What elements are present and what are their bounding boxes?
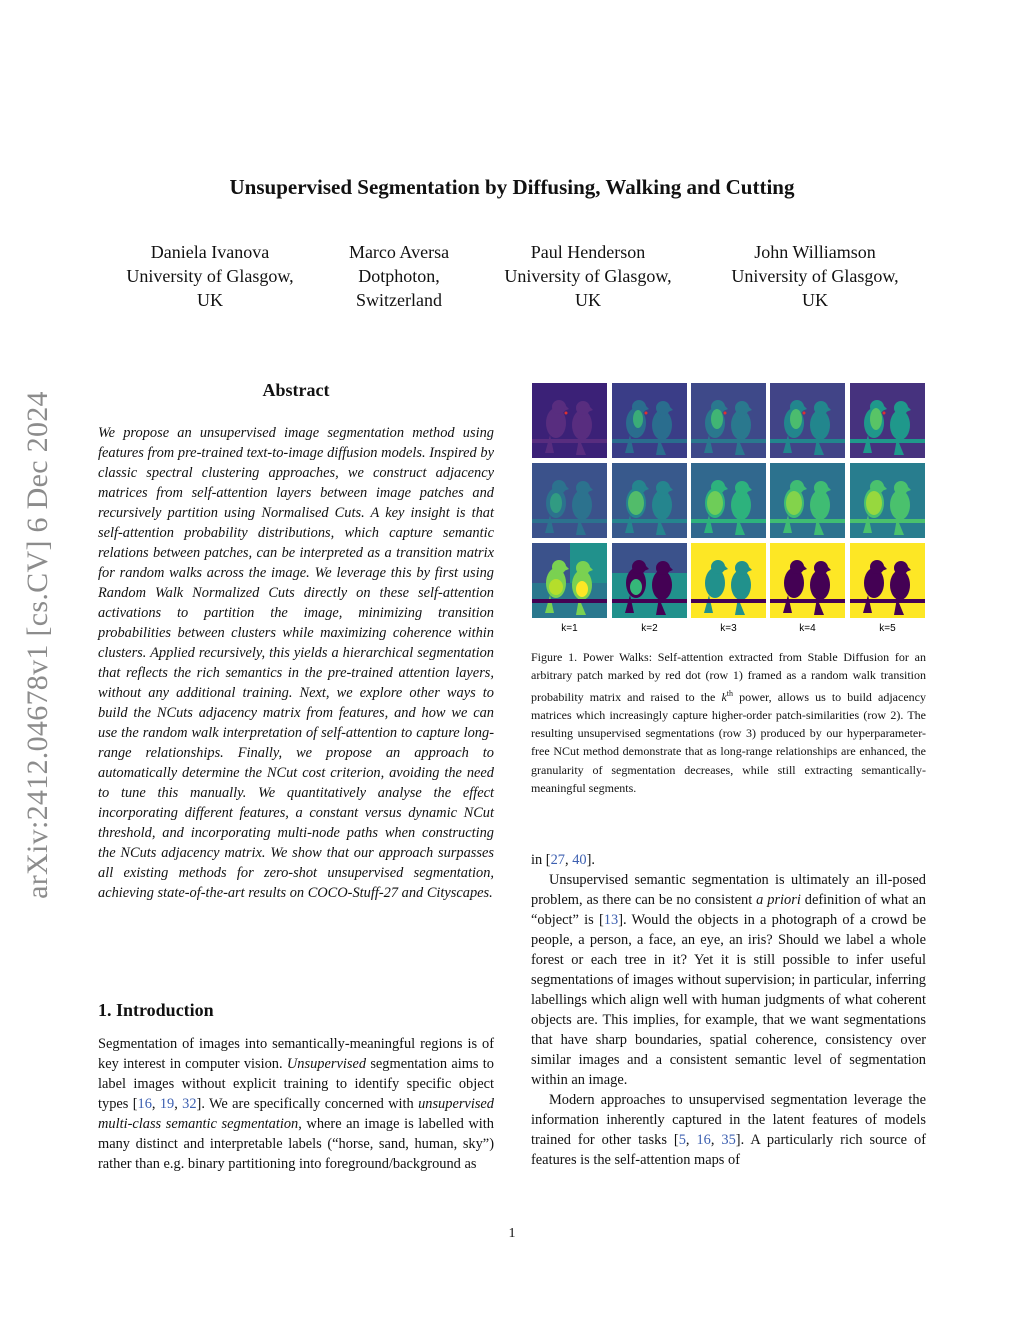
text-run: Segmentation of images into semantically-meaningful regions is of key interest in computer vision.	[98, 1036, 494, 1072]
adjacency-map-row2-k4	[770, 463, 845, 538]
text-run: , where an image is labelled with many distinct and interpretable labels (“horse, sand, human, sky”) rather than e.g. binary partitioning into foreground/background as	[98, 1116, 494, 1172]
citation-link[interactable]: 27	[550, 852, 565, 868]
math-k: k	[721, 689, 727, 704]
author-name: John Williamson	[754, 242, 876, 262]
emphasis-text: unsupervised multi-class semantic segmentation	[98, 1096, 494, 1132]
attention-map-row1-k3	[691, 383, 766, 458]
author-country: UK	[197, 290, 223, 310]
text-run: ]. We are specifically concerned with	[196, 1096, 419, 1112]
segmentation-row3-k1	[532, 543, 607, 618]
k-label: k=3	[720, 623, 737, 634]
author-country: UK	[575, 290, 601, 310]
citation-link[interactable]: 5	[678, 1132, 686, 1148]
author-block	[488, 240, 688, 312]
k-label: k=2	[641, 623, 658, 634]
text-run: Modern approaches to unsupervised segmentation leverage the information inherently captured in the latent features of models trained for other tasks [	[531, 1092, 926, 1148]
introduction-text: Segmentation of images into semantically-meaningful regions is of key interest in computer vision. Unsupervised segmentation aims to label images without explicit training to identify specific object types [16, 19, 32]. We are specifically concerned with unsupervised multi-class semantic segmentation, where an image is labelled with many distinct and interpretable labels (“horse, sand, human, sky”) rather than e.g. binary partitioning into foreground/background as	[98, 1036, 494, 1172]
attention-map-row1-k5	[850, 383, 925, 458]
section-heading-introduction: 1. Introduction	[98, 1000, 214, 1020]
abstract-heading: Abstract	[262, 380, 330, 400]
citation-link[interactable]: 19	[159, 1096, 175, 1112]
abstract-text: We propose an unsupervised image segmentation method using features from pre-trained text-to-image diffusion models. Inspired by classic spectral clustering approaches, we construct adjacency matrices from self-attention layers between image patches and recursively partition using Normalised Cuts. A key insight is that self-attention probability distributions, which capture semantic relations between patches, can be interpreted as a transition matrix for random walks across the image. We leverage this by first using Random Walk Normalized Cuts directly on these self-attention activations to partition the image, minimizing transition probabilities between clusters while maximizing coherence within clusters. Applied recursively, this yields a hierarchical segmentation that reflects the rich semantics in the pre-trained attention layers, without any additional training. Next, we explore other ways to build the NCuts adjacency matrix from features, and how we can use the random walk interpretation of self-attention to capture long-range relationships. Finally, we propose an approach to automatically determine the NCut cost criterion, avoiding the need to tune this manually. We quantitatively analyse the effect incorporating different features, a constant versus dynamic NCut threshold, and incorporating multi-node paths when constructing the NCuts adjacency matrix. We show that our approach surpasses all existing methods for zero-shot unsupervised segmentation, achieving state-of-the-art results on COCO-Stuff-27 and Cityscapes.	[98, 425, 494, 901]
citation-link[interactable]: 40	[572, 852, 587, 868]
figure-caption	[531, 648, 926, 797]
adjacency-map-row2-k3	[691, 463, 766, 538]
text-run: power, allows us to build adjacency matrices which increasingly capture higher-order patch-similarities (row 2). The resulting unsupervised segmentations (row 3) produced by our hyperparameter-free NCut method demonstrate that as long-range relationships are enhanced, the granularity of segmentation decreases, while still extracting semantically-meaningful segments.	[531, 689, 926, 796]
attention-map-row1-k1	[532, 383, 607, 458]
attention-map-row1-k4	[770, 383, 845, 458]
author-name: Daniela Ivanova	[150, 242, 270, 262]
author-name: Paul Henderson	[530, 242, 646, 262]
text-run: segmentation aims to label images without explicit training to identify specific object types [	[98, 1056, 494, 1112]
author-affiliation: University of Glasgow,	[504, 266, 672, 286]
figure-power-walks	[532, 383, 926, 628]
arxiv-identifier-stamp	[18, 355, 58, 935]
segmentation-row3-k3	[691, 543, 766, 618]
text-run: ]. Would the objects in a photograph of a crowd be people, a person, a face, an eye, an iris? Should we label a whole forest or each tree in it? Yet it is still possible to infer useful segmentations of images without supervision; in particular, inferring labellings which align well with human judgments of what coherent objects are. This implies, for example, that we want segmentations that have sharp boundaries, spatial coherence, consistency over similar images and a consistent semantic level of segmentation within an image.	[531, 912, 926, 1088]
page-number: 1	[508, 1226, 516, 1241]
citation-link[interactable]: 13	[603, 912, 619, 928]
emphasis-text: a priori	[756, 892, 801, 908]
text-run: ].	[586, 852, 595, 868]
segmentation-row3-k4	[770, 543, 845, 618]
superscript: th	[726, 688, 734, 698]
adjacency-map-row2-k5	[850, 463, 925, 538]
k-label: k=5	[879, 623, 896, 634]
text-run: Unsupervised semantic segmentation is ultimately an ill-posed problem, as there can be no consistent	[531, 872, 926, 908]
author-block	[319, 240, 479, 312]
right-column-text: in [27, 40]. Unsupervised semantic segmentation is ultimately an ill-posed problem, as there can be no consistent a priori definition of what an “object” is [13]. Would the objects in a photograph of a crowd be people, a person, a face, an eye, an iris? Should we label a whole forest or each tree in it? Yet it is still possible to infer useful segmentations of images without supervision; in particular, inferring labellings which align well with human judgments of what coherent objects are. This implies, for example, that we want segmentations that have sharp boundaries, spatial coherence, consistency over similar images and a consistent semantic level of segmentation within an image. Modern approaches to unsupervised segmentation leverage the information inherently captured in the latent features of models trained for other tasks [5, 16, 35]. A particularly rich source of features is the self-attention maps of	[531, 852, 926, 1168]
author-block	[110, 240, 310, 312]
author-affiliation: University of Glasgow,	[731, 266, 899, 286]
text-run: Figure 1. Power Walks: Self-attention extracted from Stable Diffusion for an arbitrary patch marked by red dot (row 1) framed as a random walk transition probability matrix and raised to the	[531, 650, 926, 704]
citation-link[interactable]: 32	[182, 1096, 197, 1112]
citation-link[interactable]: 35	[721, 1132, 736, 1148]
author-block	[715, 240, 915, 312]
author-affiliation: University of Glasgow,	[126, 266, 294, 286]
author-name: Marco Aversa	[348, 242, 450, 262]
citation-link[interactable]: 16	[137, 1096, 152, 1112]
k-label: k=1	[561, 623, 578, 634]
author-country: Switzerland	[356, 290, 442, 310]
adjacency-map-row2-k1	[532, 463, 607, 538]
adjacency-map-row2-k2	[612, 463, 687, 538]
arxiv-stamp-text: arXiv:2412.04678v1 [cs.CV] 6 Dec 2024	[21, 391, 54, 899]
paper-title: Unsupervised Segmentation by Diffusing, Walking and Cutting	[229, 175, 795, 199]
text-run: ]. A particularly rich source of features is the self-attention maps of	[531, 1132, 926, 1168]
emphasis-text: Unsupervised	[286, 1056, 367, 1072]
k-label: k=4	[799, 623, 816, 634]
author-country: UK	[802, 290, 828, 310]
text-run: in [	[531, 852, 551, 868]
author-affiliation: Dotphoton,	[358, 266, 440, 286]
segmentation-row3-k5	[850, 543, 925, 618]
attention-map-row1-k2	[612, 383, 687, 458]
citation-link[interactable]: 16	[696, 1132, 711, 1148]
segmentation-row3-k2	[612, 543, 687, 618]
text-run: definition of what an “object” is [	[531, 892, 926, 928]
